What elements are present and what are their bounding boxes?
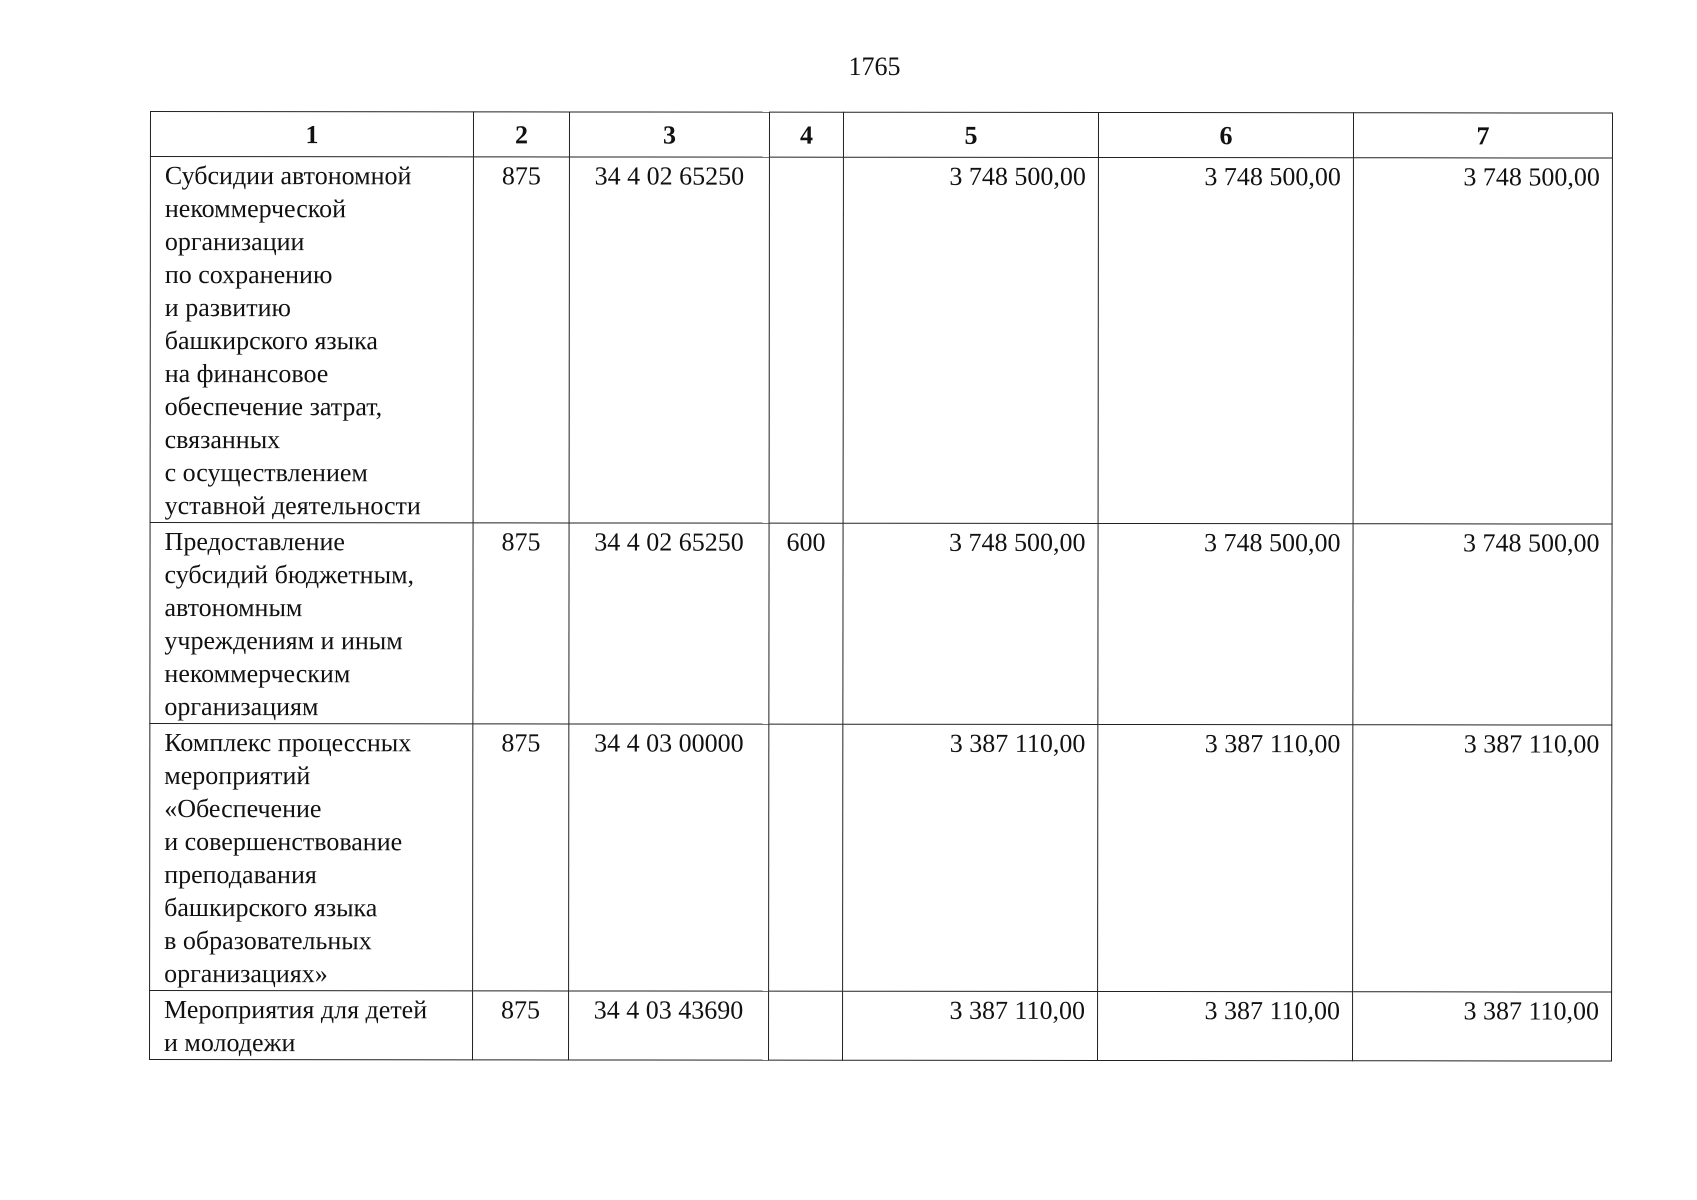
table-row (150, 724, 1612, 993)
table-row (150, 991, 1612, 1062)
header-col-6: 6 (1098, 112, 1353, 157)
row-name: Мероприятия для детей и молодежи (150, 991, 473, 1060)
row-grbs: 875 (473, 724, 569, 991)
row-amount-5: 3 748 500,00 (843, 523, 1098, 724)
row-amount-7: 3 387 110,00 (1353, 725, 1612, 992)
row-csr: 34 4 02 65250 (569, 523, 769, 724)
header-col-3: 3 (569, 112, 769, 157)
row-csr: 34 4 03 43690 (569, 991, 769, 1060)
row-name: Предоставление субсидий бюджетным, автономным учреждениям и иным некоммерческим организациям (150, 523, 473, 724)
row-name: Субсидии автономной некоммерческой организации по сохранению и развитию башкирского языка на финансовое обеспечение затрат, связанных с осуществлением уставной деятельности (150, 157, 473, 523)
row-amount-5: 3 387 110,00 (843, 724, 1098, 991)
row-name: Комплекс процессных мероприятий «Обеспечение и совершенствование преподавания башкирского языка в образовательных организациях» (150, 724, 473, 991)
row-amount-7: 3 748 500,00 (1353, 524, 1612, 725)
row-grbs: 875 (473, 991, 569, 1060)
row-amount-5: 3 387 110,00 (843, 991, 1098, 1060)
row-vr (769, 724, 843, 991)
header-col-5: 5 (843, 112, 1098, 157)
row-amount-6: 3 387 110,00 (1098, 991, 1353, 1060)
row-amount-6: 3 748 500,00 (1098, 523, 1353, 724)
row-amount-7: 3 387 110,00 (1353, 992, 1612, 1061)
row-vr (769, 991, 843, 1060)
header-row (150, 112, 1612, 159)
row-csr: 34 4 03 00000 (569, 724, 769, 991)
budget-table (149, 111, 1613, 1062)
row-amount-5: 3 748 500,00 (843, 157, 1098, 523)
header-col-7: 7 (1353, 113, 1612, 158)
row-csr: 34 4 02 65250 (569, 157, 769, 523)
row-amount-7: 3 748 500,00 (1353, 158, 1612, 524)
row-vr (769, 157, 843, 523)
row-amount-6: 3 387 110,00 (1098, 724, 1353, 991)
table-row (150, 157, 1612, 525)
row-amount-6: 3 748 500,00 (1098, 157, 1353, 523)
row-grbs: 875 (473, 157, 569, 523)
header-col-2: 2 (473, 112, 569, 157)
row-grbs: 875 (473, 523, 569, 724)
header-col-1: 1 (150, 112, 473, 157)
table-row (150, 523, 1612, 726)
page-number: 1765 (848, 52, 901, 81)
row-vr: 600 (769, 523, 843, 724)
header-col-4: 4 (769, 112, 843, 157)
